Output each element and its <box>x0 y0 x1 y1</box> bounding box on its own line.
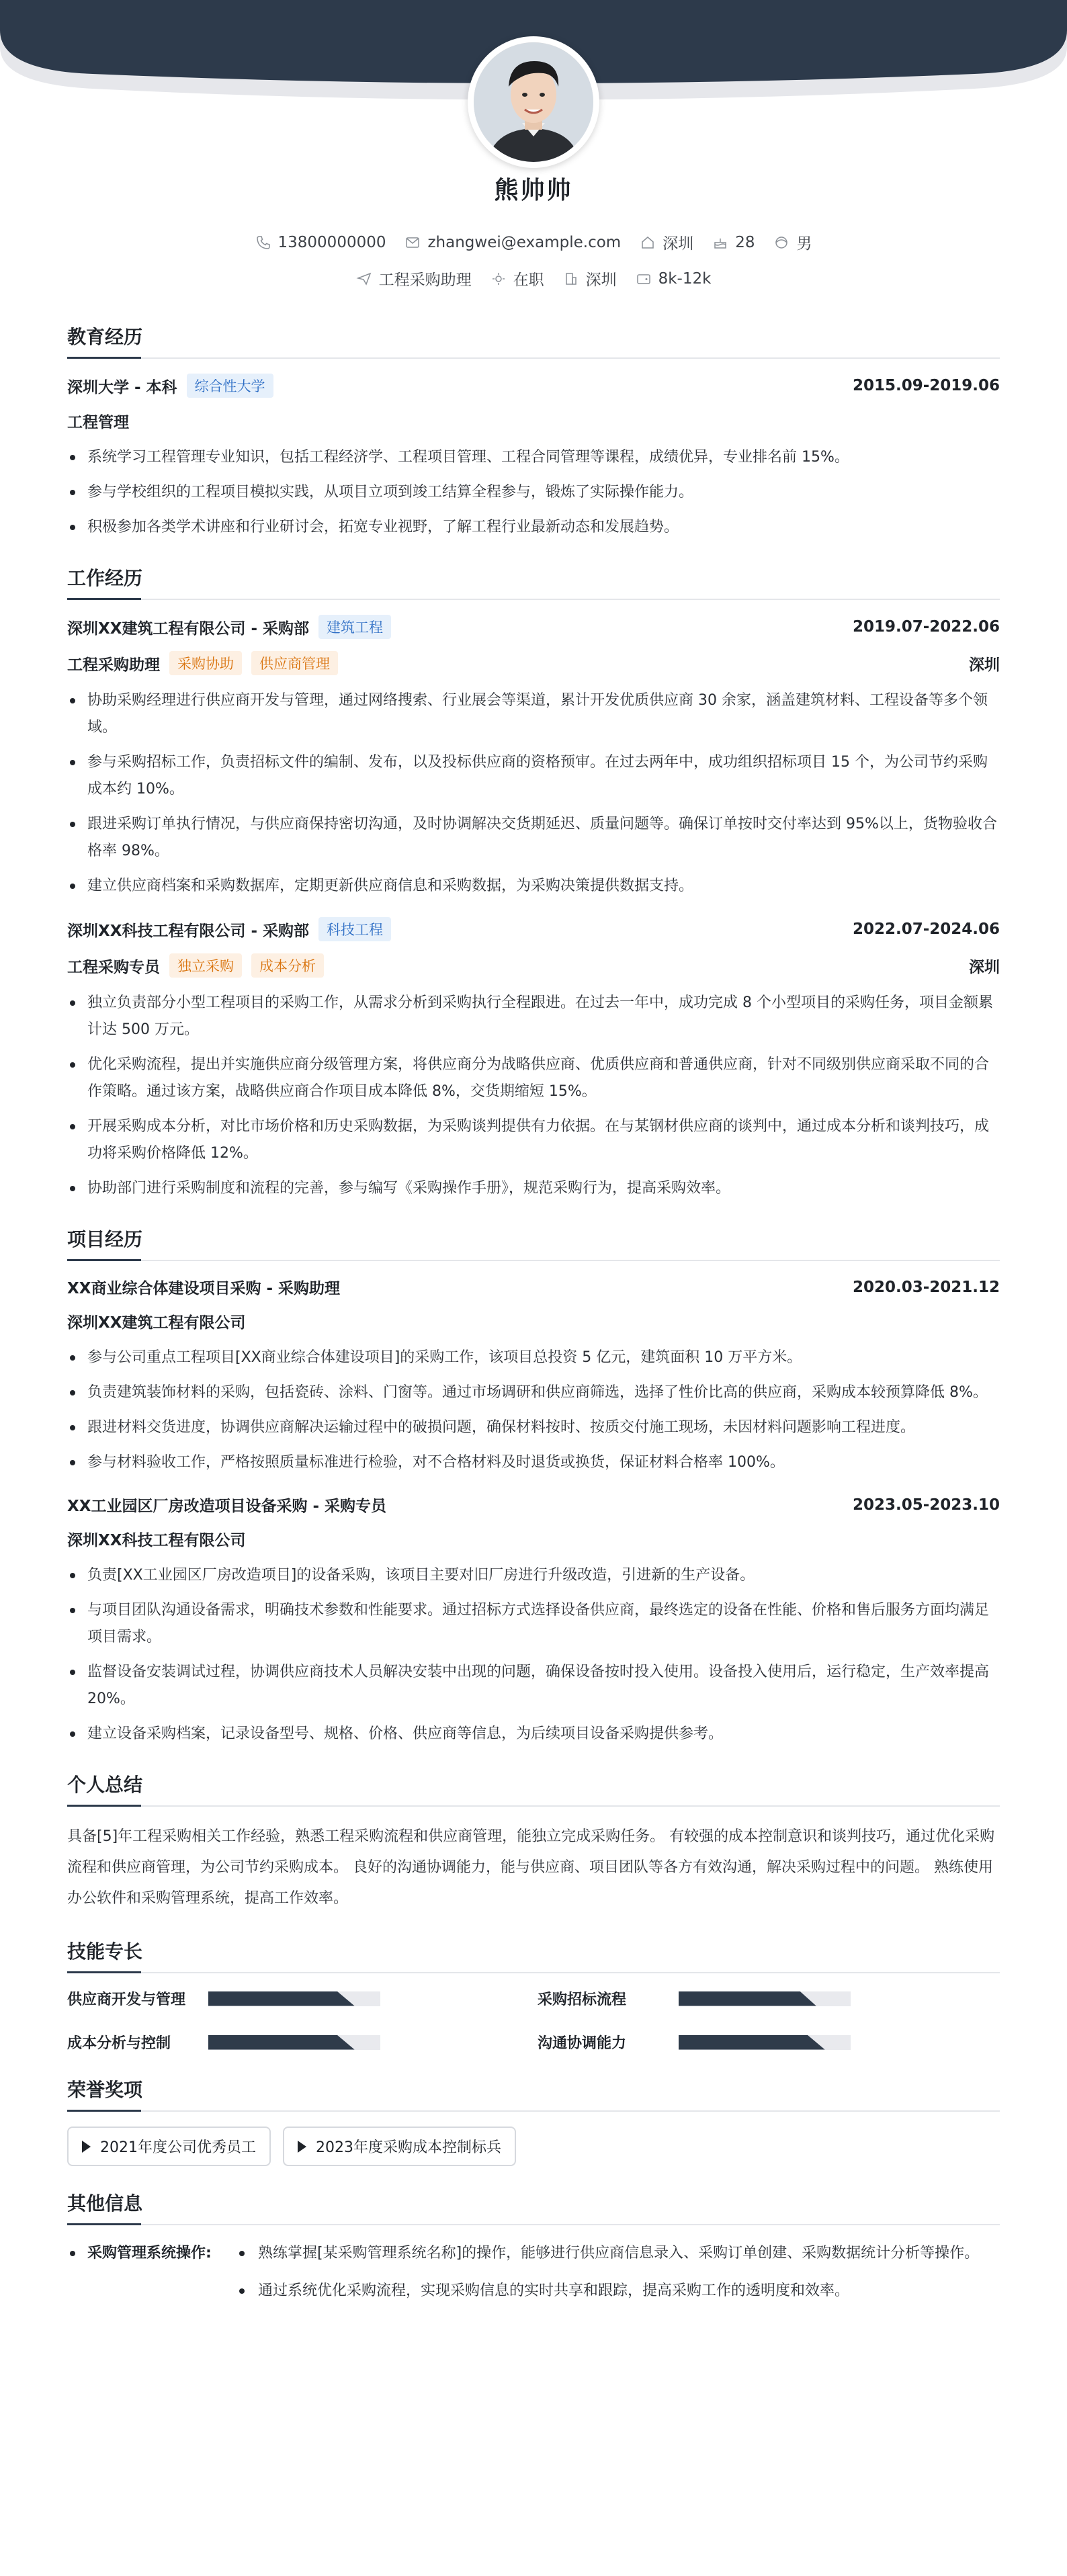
play-icon <box>298 2141 306 2153</box>
list-item: 协助采购经理进行供应商开发与管理，通过网络搜索、行业展会等渠道，累计开发优质供应商 30 余家，涵盖建筑材料、工程设备等多个领域。 <box>67 687 1000 741</box>
salary-item <box>636 270 712 288</box>
education-bullets <box>67 444 1000 541</box>
skill-item <box>538 2032 1000 2053</box>
skill-name: 成本分析与控制 <box>67 2035 171 2052</box>
skill-tag: 供应商管理 <box>251 651 338 675</box>
section-title: 项目经历 <box>67 1225 1000 1261</box>
project-company-row <box>67 1310 1000 1332</box>
other-item <box>67 2240 1000 2315</box>
project-name: XX工业园区厂房改造项目设备采购 - 采购专员 <box>67 1498 387 1515</box>
city-item <box>640 231 693 253</box>
wallet-icon <box>636 271 652 287</box>
other-bullets <box>235 2240 1000 2315</box>
age-text: 28 <box>735 233 755 251</box>
cake-icon <box>712 234 728 251</box>
status-text: 在职 <box>513 271 544 289</box>
skill-tag: 成本分析 <box>251 953 324 978</box>
major-row <box>67 410 1000 432</box>
list-item: 参与采购招标工作，负责招标文件的编制、发布，以及投标供应商的资格预审。在过去两年中，成功组织招标项目 15 个，为公司节约采购成本约 10%。 <box>67 749 1000 803</box>
skill-fill <box>679 1991 816 2006</box>
skill-item <box>67 2032 538 2053</box>
school-name: 深圳大学 - 本科 <box>67 378 177 396</box>
job-bullets <box>67 990 1000 1202</box>
list-item: 积极参加各类学术讲座和行业研讨会，拓宽专业视野，了解工程行业最新动态和发展趋势。 <box>67 514 1000 541</box>
project-header <box>67 1276 1000 1298</box>
position-item <box>356 267 472 290</box>
project-period: 2023.05-2023.10 <box>852 1496 1000 1514</box>
list-item: 负责建筑装饰材料的采购，包括瓷砖、涂料、门窗等。通过市场调研和供应商筛选，选择了性价比高的供应商，采购成本较预算降低 8%。 <box>67 1379 1000 1406</box>
list-item: 系统学习工程管理专业知识，包括工程经济学、工程项目管理、工程合同管理等课程，成绩优异，专业排名前 15%。 <box>67 444 1000 471</box>
building-icon <box>563 271 579 287</box>
section-title: 个人总结 <box>67 1770 1000 1807</box>
section-title: 技能专长 <box>67 1937 1000 1973</box>
honors-section <box>67 2075 1000 2166</box>
skill-bar <box>679 2035 851 2050</box>
gender-text: 男 <box>796 235 812 253</box>
resume-content <box>67 323 1000 2338</box>
list-item: 通过系统优化采购流程，实现采购信息的实时共享和跟踪，提高采购工作的透明度和效率。 <box>235 2278 1000 2305</box>
skill-name: 采购招标流程 <box>538 1991 627 2008</box>
job-role-row <box>67 651 1000 675</box>
other-section <box>67 2189 1000 2315</box>
phone-item <box>255 234 386 251</box>
skill-fill <box>208 2035 355 2050</box>
gender-icon <box>773 234 789 251</box>
status-item <box>490 267 544 290</box>
play-icon <box>82 2141 91 2153</box>
industry-tag: 科技工程 <box>318 917 391 941</box>
job-period: 2019.07-2022.06 <box>852 618 1000 636</box>
gender-item <box>773 231 812 253</box>
phone-text: 13800000000 <box>278 233 386 251</box>
summary-text: 具备[5]年工程采购相关工作经验，熟悉工程采购流程和供应商管理，能独立完成采购任务。 有较强的成本控制意识和谈判技巧，通过优化采购流程和供应商管理，为公司节约采购成本。 良好的沟通协调能力，能与供应商、项目团队等各方有效沟通，解决采购过程中的问题。 熟练使用办公软件和采购管理系统，提高工作效率。 <box>67 1828 995 1907</box>
skill-tag: 采购协助 <box>169 651 242 675</box>
skill-fill <box>679 2035 825 2050</box>
email-item <box>404 234 621 251</box>
work-section <box>67 564 1000 1202</box>
job-role: 工程采购助理 <box>67 656 160 674</box>
job-role-row <box>67 953 1000 978</box>
job-role: 工程采购专员 <box>67 958 160 976</box>
project-bullets <box>67 1344 1000 1476</box>
project-section <box>67 1225 1000 1748</box>
job-period: 2022.07-2024.06 <box>852 920 1000 938</box>
company-name: 深圳XX建筑工程有限公司 - 采购部 <box>67 619 310 638</box>
sun-icon <box>490 271 507 287</box>
candidate-name: 熊帅帅 <box>494 177 573 204</box>
project-company: 深圳XX建筑工程有限公司 <box>67 1314 246 1332</box>
list-item: 跟进材料交货进度，协调供应商解决运输过程中的破损问题，确保材料按时、按质交付施工现场，未因材料问题影响工程进度。 <box>67 1414 1000 1441</box>
skill-tag: 独立采购 <box>169 953 242 978</box>
skills-grid <box>67 1988 1000 2053</box>
list-item: 建立设备采购档案，记录设备型号、规格、价格、供应商等信息，为后续项目设备采购提供参考。 <box>67 1721 1000 1748</box>
skill-bar <box>208 1991 380 2006</box>
avatar <box>468 36 599 168</box>
section-title: 荣誉奖项 <box>67 2075 1000 2112</box>
skills-section <box>67 1937 1000 2053</box>
honor-text: 2023年度采购成本控制标兵 <box>316 2139 501 2156</box>
project-company-row <box>67 1528 1000 1550</box>
job-location: 深圳 <box>969 656 1000 674</box>
age-item <box>712 234 755 251</box>
mail-icon <box>404 234 421 251</box>
job-bullets <box>67 687 1000 900</box>
education-header <box>67 374 1000 398</box>
list-item: 与项目团队沟通设备需求，明确技术参数和性能要求。通过招标方式选择设备供应商，最终选定的设备在性能、价格和售后服务方面均满足项目需求。 <box>67 1597 1000 1651</box>
job-header <box>67 615 1000 639</box>
project-header <box>67 1494 1000 1516</box>
phone-icon <box>255 234 271 251</box>
salary-text: 8k-12k <box>658 269 712 288</box>
project-period: 2020.03-2021.12 <box>852 1278 1000 1296</box>
education-period: 2015.09-2019.06 <box>852 377 1000 394</box>
company-name: 深圳XX科技工程有限公司 - 采购部 <box>67 922 310 940</box>
list-item: 参与公司重点工程项目[XX商业综合体建设项目]的采购工作，该项目总投资 5 亿元，建筑面积 10 万平方米。 <box>67 1344 1000 1371</box>
list-item: 独立负责部分小型工程项目的采购工作，从需求分析到采购执行全程跟进。在过去一年中，成功完成 8 个小型项目的采购任务，项目金额累计达 500 万元。 <box>67 990 1000 1043</box>
honor-badge <box>67 2127 271 2166</box>
other-label: 采购管理系统操作: <box>67 2240 235 2315</box>
avatar-photo <box>474 42 593 162</box>
skill-name: 供应商开发与管理 <box>67 1991 186 2008</box>
list-item: 开展采购成本分析，对比市场价格和历史采购数据，为采购谈判提供有力依据。在与某钢材供应商的谈判中，通过成本分析和谈判技巧，成功将采购价格降低 12%。 <box>67 1113 1000 1167</box>
major-name: 工程管理 <box>67 414 129 431</box>
list-item: 优化采购流程，提出并实施供应商分级管理方案，将供应商分为战略供应商、优质供应商和普通供应商，针对不同级别供应商采取不同的合作策略。通过该方案，战略供应商合作项目成本降低 8%，交货期缩短 15%。 <box>67 1051 1000 1105</box>
education-section <box>67 323 1000 541</box>
target-city-text: 深圳 <box>585 271 617 289</box>
project-name: XX商业综合体建设项目采购 - 采购助理 <box>67 1280 341 1297</box>
contact-info-row <box>0 231 1067 253</box>
skill-fill <box>208 1991 355 2006</box>
project-bullets <box>67 1562 1000 1748</box>
honors-list <box>67 2127 1000 2166</box>
list-item: 监督设备安装调试过程，协调供应商技术人员解决安装中出现的问题，确保设备按时投入使用。设备投入使用后，运行稳定，生产效率提高 20%。 <box>67 1659 1000 1713</box>
honor-text: 2021年度公司优秀员工 <box>100 2139 256 2156</box>
list-item: 参与学校组织的工程项目模拟实践，从项目立项到竣工结算全程参与，锻炼了实际操作能力。 <box>67 479 1000 506</box>
skill-bar <box>208 2035 380 2050</box>
list-item: 参与材料验收工作，严格按照质量标准进行检验，对不合格材料及时退货或换货，保证材料合格率 100%。 <box>67 1449 1000 1476</box>
position-text: 工程采购助理 <box>378 271 472 289</box>
list-item: 建立供应商档案和采购数据库，定期更新供应商信息和采购数据，为采购决策提供数据支持。 <box>67 873 1000 900</box>
list-item: 跟进采购订单执行情况，与供应商保持密切沟通，及时协调解决交货期延迟、质量问题等。确保订单按时交付率达到 95%以上，货物验收合格率 98%。 <box>67 811 1000 865</box>
skill-item <box>67 1988 538 2009</box>
email-text: zhangwei@example.com <box>427 233 622 251</box>
home-icon <box>640 234 656 251</box>
skill-item <box>538 1988 1000 2009</box>
job-location: 深圳 <box>969 958 1000 976</box>
school-tag: 综合性大学 <box>187 374 273 398</box>
industry-tag: 建筑工程 <box>318 615 391 639</box>
list-item: 协助部门进行采购制度和流程的完善，参与编写《采购操作手册》，规范采购行为，提高采购效率。 <box>67 1175 1000 1202</box>
summary-section <box>67 1770 1000 1914</box>
section-title: 其他信息 <box>67 2189 1000 2225</box>
send-icon <box>356 271 372 287</box>
job-intent-row <box>0 267 1067 290</box>
section-title: 教育经历 <box>67 323 1000 359</box>
target-city-item <box>563 267 617 290</box>
list-item: 熟练掌握[某采购管理系统名称]的操作，能够进行供应商信息录入、采购订单创建、采购数据统计分析等操作。 <box>235 2240 1000 2267</box>
job-header <box>67 917 1000 941</box>
list-item: 负责[XX工业园区厂房改造项目]的设备采购，该项目主要对旧厂房进行升级改造，引进新的生产设备。 <box>67 1562 1000 1589</box>
skill-bar <box>679 1991 851 2006</box>
section-title: 工作经历 <box>67 564 1000 600</box>
city-text: 深圳 <box>663 235 694 253</box>
skill-name: 沟通协调能力 <box>538 2035 627 2052</box>
project-company: 深圳XX科技工程有限公司 <box>67 1532 246 1549</box>
honor-badge <box>283 2127 516 2166</box>
